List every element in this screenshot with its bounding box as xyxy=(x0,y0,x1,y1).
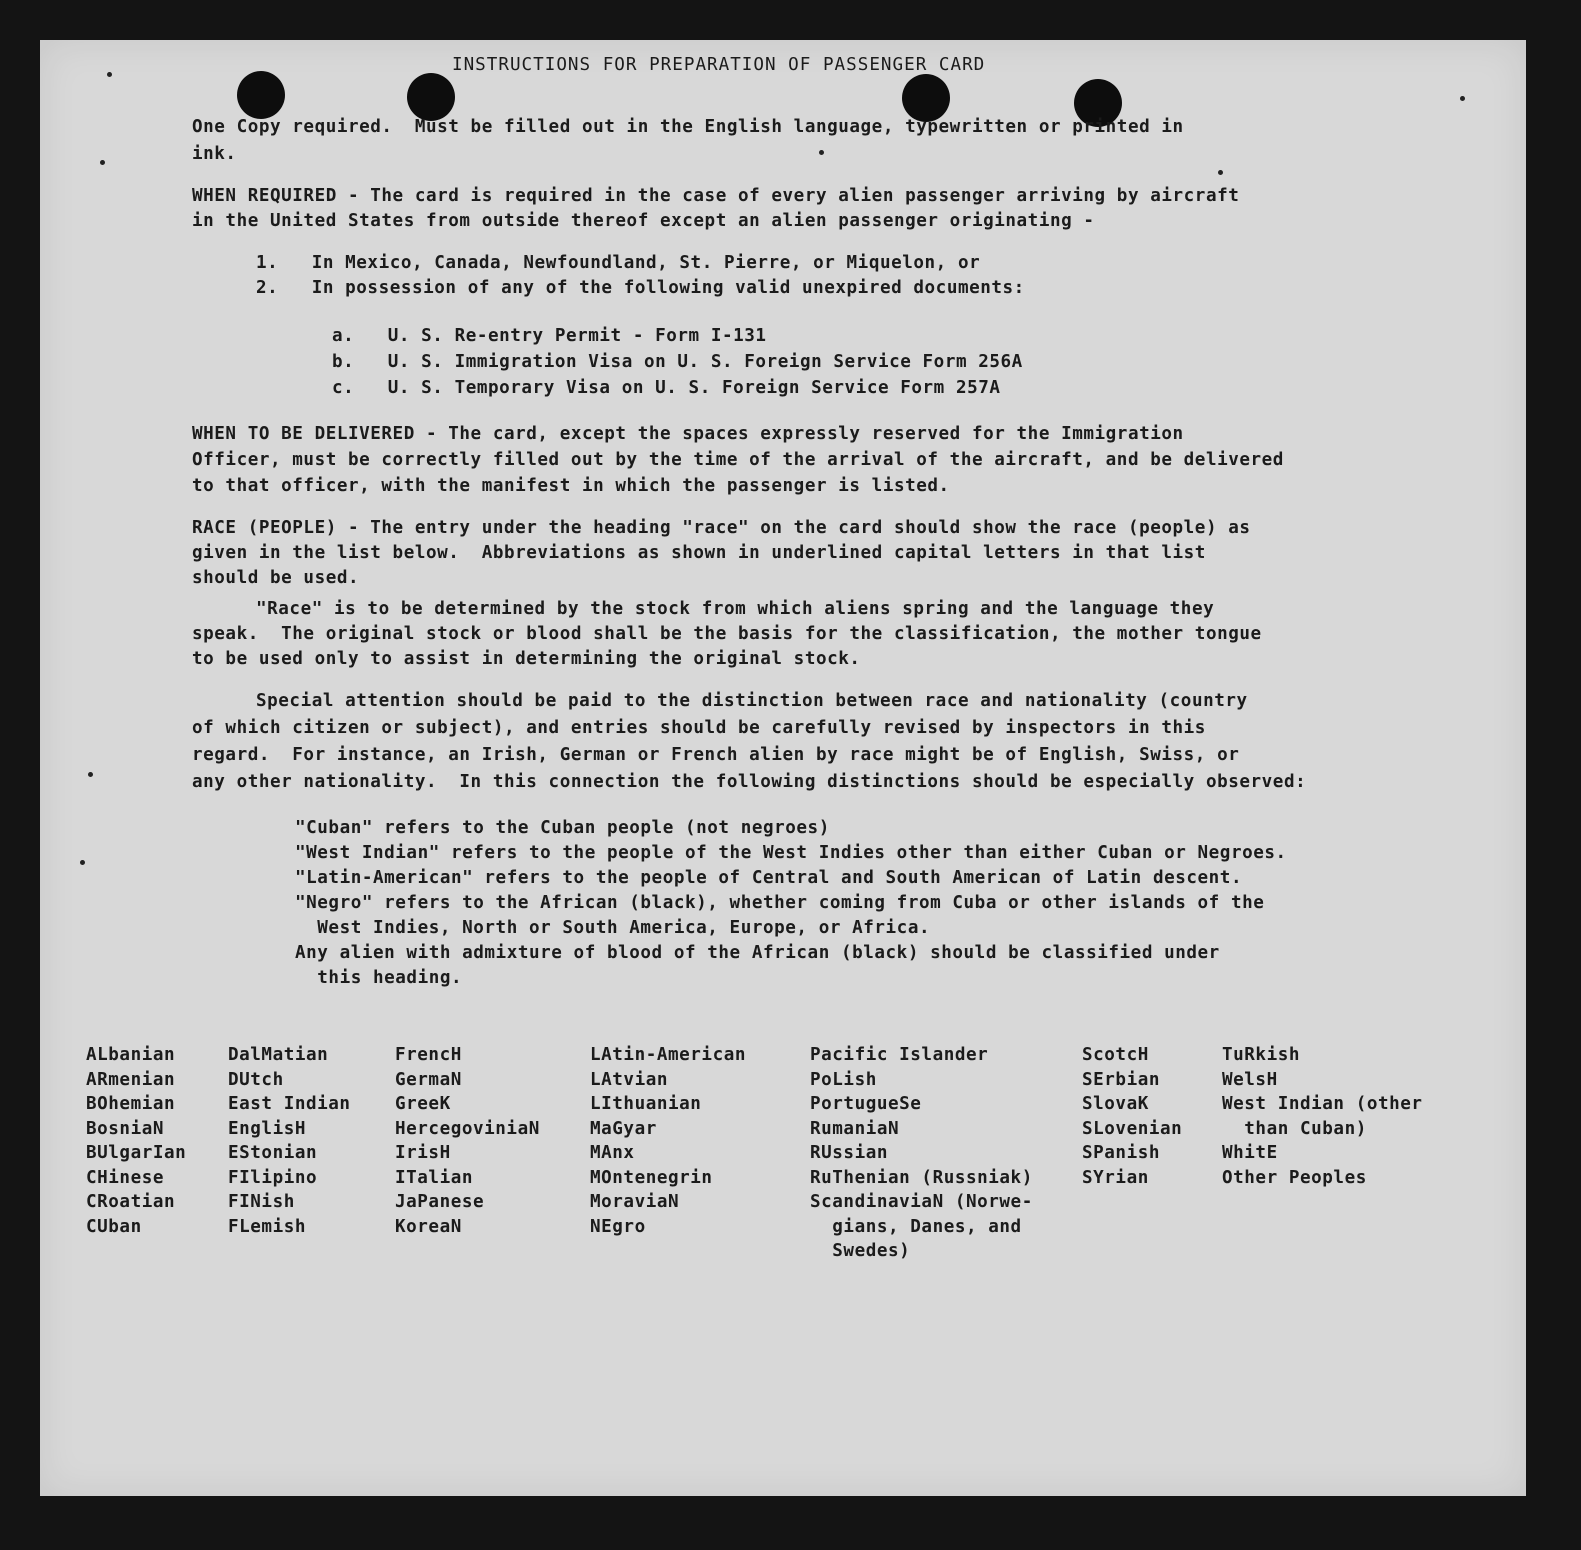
documents-line: a. U. S. Re-entry Permit - Form I-131 xyxy=(332,326,767,346)
race-list-item: BOhemian xyxy=(86,1094,176,1114)
page-title: INSTRUCTIONS FOR PREPARATION OF PASSENGER CARD xyxy=(452,55,986,75)
when-required-line: in the United States from outside thereof except an alien passenger originating - xyxy=(192,211,1095,231)
distinctions-line: "Cuban" refers to the Cuban people (not negroes) xyxy=(295,818,830,838)
race-list-item: MoraviaN xyxy=(590,1192,680,1212)
race-list-item: WhitE xyxy=(1222,1143,1278,1163)
race-list-item: FLemish xyxy=(228,1216,306,1237)
race-list-item: MaGyar xyxy=(590,1118,657,1139)
race-list-item: DalMatian xyxy=(228,1045,329,1065)
race-list-item: West Indian (other xyxy=(1222,1094,1423,1114)
race-list-item: PortugueSe xyxy=(810,1094,922,1114)
race-list-item: MOntenegrin xyxy=(590,1167,713,1188)
documents-line: c. U. S. Temporary Visa on U. S. Foreign Service Form 257A xyxy=(332,378,1001,398)
race-list-item: WelsH xyxy=(1222,1069,1278,1090)
race-list-item: Pacific Islander xyxy=(810,1045,989,1065)
race-list-item: CHinese xyxy=(86,1167,164,1188)
intro-line: One Copy required. Must be filled out in the English language, typewritten or printed in xyxy=(192,117,1184,137)
paper-speck xyxy=(1218,170,1223,175)
race-list-item: Swedes) xyxy=(810,1241,911,1261)
paper-speck xyxy=(819,150,824,155)
punch-hole xyxy=(902,74,950,122)
race-list-item: East Indian xyxy=(228,1094,351,1114)
race-list-item: KoreaN xyxy=(395,1216,462,1237)
race-list-item: SPanish xyxy=(1082,1143,1160,1163)
race-list-item: IrisH xyxy=(395,1143,451,1163)
race-list-item: GreeK xyxy=(395,1094,451,1114)
exceptions-line: 1. In Mexico, Canada, Newfoundland, St. Pierre, or Miquelon, or xyxy=(256,253,981,273)
race-list-item: DUtch xyxy=(228,1069,284,1090)
race-list-item: LAtin-American xyxy=(590,1045,746,1065)
race-list-item: LIthuanian xyxy=(590,1094,702,1114)
race-list-item: HercegoviniaN xyxy=(395,1118,540,1139)
punch-hole xyxy=(407,73,455,121)
exceptions-line: 2. In possession of any of the following valid unexpired documents: xyxy=(256,278,1025,298)
distinctions-line: West Indies, North or South America, Europe, or Africa. xyxy=(295,918,931,938)
race-definition-line: to be used only to assist in determining the original stock. xyxy=(192,649,861,669)
race-list-item: ScotcH xyxy=(1082,1045,1149,1065)
race-list-item: SYrian xyxy=(1082,1167,1149,1188)
race-list-item: ALbanian xyxy=(86,1045,176,1065)
when-delivered-line: to that officer, with the manifest in which the passenger is listed. xyxy=(192,476,950,496)
punch-hole xyxy=(237,71,285,119)
paper-speck xyxy=(100,160,105,165)
race-list-item: MAnx xyxy=(590,1143,635,1163)
race-list-item: BosniaN xyxy=(86,1118,164,1139)
race-list-item: NEgro xyxy=(590,1216,646,1237)
race-list-item: RumaniaN xyxy=(810,1118,900,1139)
when-required-line: WHEN REQUIRED - The card is required in the case of every alien passenger arriving by aircraft xyxy=(192,186,1240,206)
race-list-item: FINish xyxy=(228,1192,295,1212)
when-delivered-line: WHEN TO BE DELIVERED - The card, except the spaces expressly reserved for the Immigration xyxy=(192,424,1184,444)
race-list-item: LAtvian xyxy=(590,1069,668,1090)
paper-speck xyxy=(88,772,93,777)
race-people-line: RACE (PEOPLE) - The entry under the heading "race" on the card should show the race (people) as xyxy=(192,518,1251,538)
race-list-item: JaPanese xyxy=(395,1192,485,1212)
special-attention-line: of which citizen or subject), and entries should be carefully revised by inspectors in this xyxy=(192,718,1206,738)
race-list-item: EStonian xyxy=(228,1143,318,1163)
race-list-item: gians, Danes, and xyxy=(810,1216,1022,1237)
race-list-item: CRoatian xyxy=(86,1192,176,1212)
race-list-item: EnglisH xyxy=(228,1118,306,1139)
race-people-line: should be used. xyxy=(192,568,360,588)
distinctions-line: "Negro" refers to the African (black), whether coming from Cuba or other islands of the xyxy=(295,893,1265,913)
race-list-item: than Cuban) xyxy=(1222,1118,1367,1139)
intro-line: ink. xyxy=(192,144,237,164)
race-list-item: ITalian xyxy=(395,1167,473,1188)
race-list-item: FrencH xyxy=(395,1045,462,1065)
race-list-item: ARmenian xyxy=(86,1069,176,1090)
paper-speck xyxy=(107,72,112,77)
race-list-item: ScandinaviaN (Norwe- xyxy=(810,1192,1033,1212)
when-delivered-line: Officer, must be correctly filled out by the time of the arrival of the aircraft, and be delivered xyxy=(192,450,1284,470)
race-list-item: RUssian xyxy=(810,1143,888,1163)
special-attention-line: Special attention should be paid to the distinction between race and nationality (country xyxy=(256,691,1248,711)
special-attention-line: any other nationality. In this connection the following distinctions should be especially observed: xyxy=(192,772,1307,792)
race-list-item: SLovenian xyxy=(1082,1118,1183,1139)
distinctions-line: this heading. xyxy=(295,968,463,988)
race-list-item: GermaN xyxy=(395,1069,462,1090)
distinctions-line: "West Indian" refers to the people of the West Indies other than either Cuban or Negroes. xyxy=(295,843,1287,863)
race-list-item: SErbian xyxy=(1082,1069,1160,1090)
race-list-item: CUban xyxy=(86,1216,142,1237)
race-definition-line: speak. The original stock or blood shall be the basis for the classification, the mother tongue xyxy=(192,624,1262,644)
special-attention-line: regard. For instance, an Irish, German or French alien by race might be of English, Swiss, or xyxy=(192,745,1240,765)
race-list-item: SlovaK xyxy=(1082,1094,1149,1114)
paper-speck xyxy=(80,860,85,865)
race-list-item: BUlgarIan xyxy=(86,1143,187,1163)
paper-speck xyxy=(1460,96,1465,101)
distinctions-line: "Latin-American" refers to the people of Central and South American of Latin descent. xyxy=(295,868,1243,888)
race-list-item: RuThenian (Russniak) xyxy=(810,1167,1033,1188)
race-definition-line: "Race" is to be determined by the stock from which aliens spring and the language they xyxy=(256,599,1215,619)
race-list-item: Other Peoples xyxy=(1222,1167,1367,1188)
documents-line: b. U. S. Immigration Visa on U. S. Foreign Service Form 256A xyxy=(332,352,1023,372)
race-list-item: TuRkish xyxy=(1222,1045,1300,1065)
distinctions-line: Any alien with admixture of blood of the African (black) should be classified under xyxy=(295,943,1220,963)
race-list-item: PoLish xyxy=(810,1069,877,1090)
race-people-line: given in the list below. Abbreviations as shown in underlined capital letters in that list xyxy=(192,543,1206,563)
race-list-item: FIlipino xyxy=(228,1167,318,1188)
